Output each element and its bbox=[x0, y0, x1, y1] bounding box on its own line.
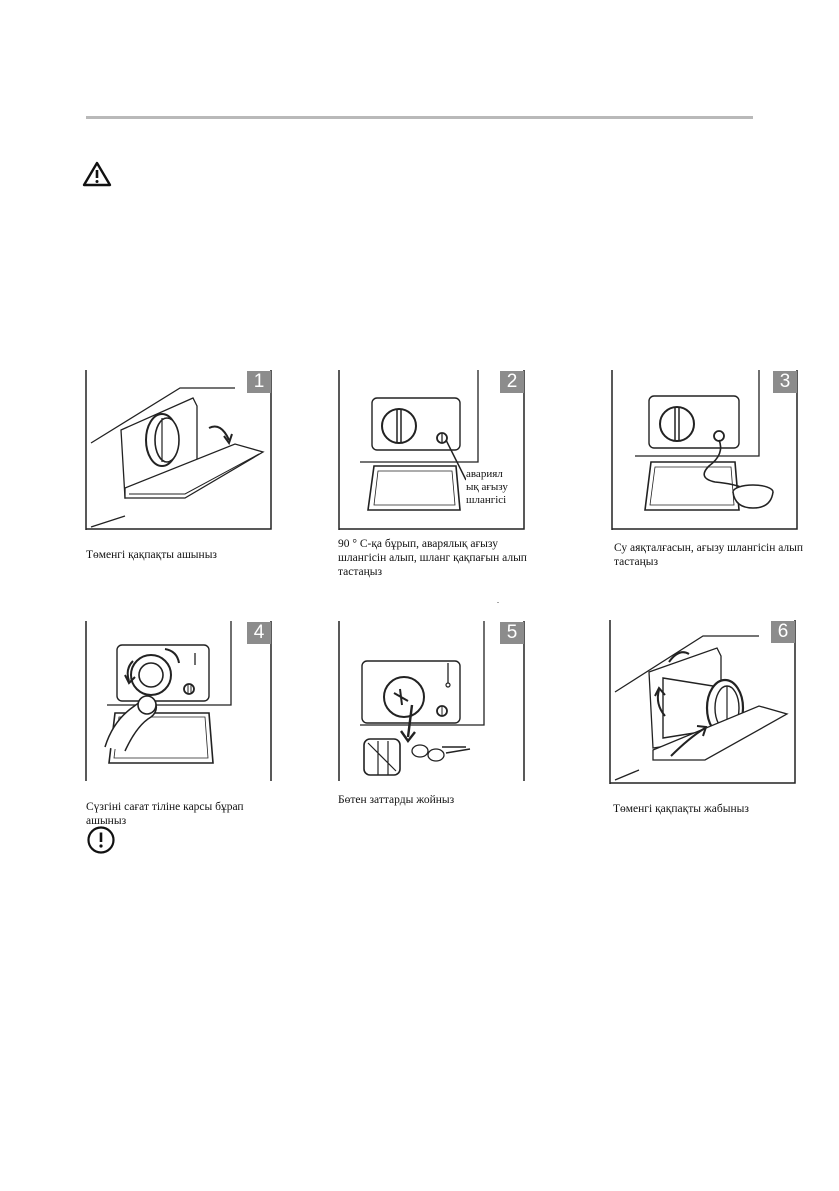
step-5-caption: Бөтен заттарды жойныз bbox=[338, 794, 455, 806]
close-lower-cover-drawing bbox=[609, 620, 797, 784]
unscrew-filter-drawing bbox=[85, 621, 273, 781]
step-number-badge: 1 bbox=[247, 371, 271, 393]
step-6-illustration bbox=[609, 620, 797, 780]
step-4-illustration bbox=[85, 621, 273, 781]
step-2-illustration bbox=[338, 370, 526, 530]
emergency-drain-hose-label: авариял ық ағызу шлангісі bbox=[466, 468, 510, 507]
step-1-caption: Төменгі қақпақты ашыныз bbox=[86, 549, 217, 561]
step-number-badge: 4 bbox=[247, 622, 271, 644]
step-number-badge: 5 bbox=[500, 622, 524, 644]
step-6-caption: Төменгі қақпақты жабыныз bbox=[613, 803, 749, 815]
step-number-badge: 2 bbox=[500, 371, 524, 393]
warning-triangle-icon bbox=[82, 161, 112, 187]
header-rule bbox=[86, 116, 753, 119]
open-lower-cover-drawing bbox=[85, 370, 273, 530]
remove-foreign-objects-drawing bbox=[338, 621, 526, 781]
step-5-illustration bbox=[338, 621, 526, 781]
step-3-caption: Су аяқталғасын, ағызу шлангісін алып тастаңыз bbox=[614, 542, 804, 568]
step-3-illustration bbox=[611, 370, 799, 530]
drain-water-bowl-drawing bbox=[611, 370, 799, 530]
exclamation-circle-icon bbox=[86, 825, 116, 855]
step-number-badge: 6 bbox=[771, 621, 795, 643]
step-1-illustration bbox=[85, 370, 273, 530]
step-4-caption: Сүзгіні сағат тіліне карсы бұрап ашыныз bbox=[86, 801, 244, 827]
step-number-badge: 3 bbox=[773, 371, 797, 393]
footnote-dot: . bbox=[497, 596, 499, 605]
step-2-caption: 90 ° С-қа бұрып, аварялық ағызу шлангісін алып, шланг қақпағын алып тастаңыз bbox=[338, 538, 527, 578]
